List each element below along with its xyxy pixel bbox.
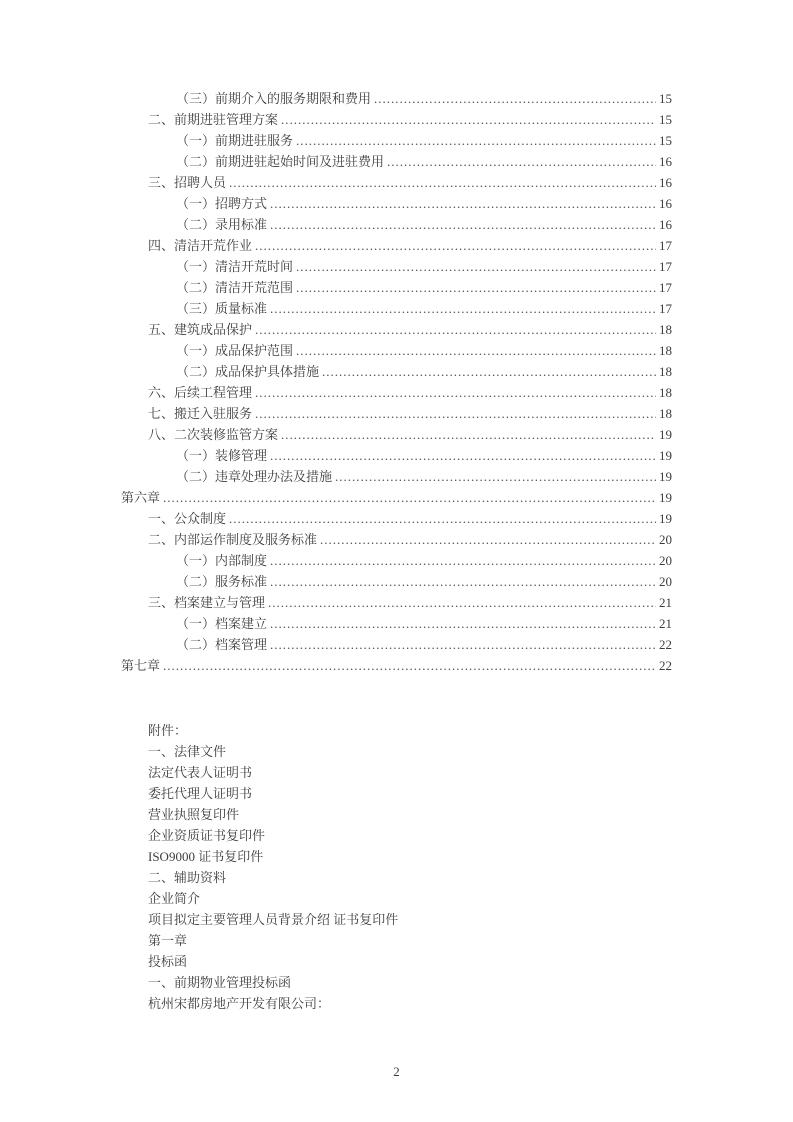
toc-entry-title: 三、招聘人员 [148, 175, 227, 190]
toc-entry-page-number: 16 [659, 217, 672, 232]
toc-entry-title: 二、内部运作制度及服务标准 [148, 532, 318, 547]
toc-entry-page-number: 19 [659, 469, 672, 484]
toc-entry [121, 151, 672, 172]
attachment-line-text: 一、前期物业管理投标函 [148, 975, 292, 990]
toc-leader-dots [296, 340, 656, 361]
toc-entry-page-number: 18 [659, 343, 672, 358]
attachment-line-text: 投标函 [148, 954, 188, 969]
toc-leader-dots [255, 319, 656, 340]
toc-entry-title: （一）档案建立 [176, 616, 268, 631]
attachment-line-text: 二、辅助资料 [148, 870, 227, 885]
toc-entry [121, 340, 672, 361]
toc-entry [121, 109, 672, 130]
toc-entry-page-number: 15 [659, 133, 672, 148]
toc-entry-title: （二）违章处理办法及措施 [176, 469, 333, 484]
toc-leader-dots [296, 277, 656, 298]
toc-entry-page-number: 21 [659, 595, 672, 610]
toc-leader-dots [270, 298, 656, 319]
toc-entry [121, 550, 672, 571]
toc-entry-page-number: 19 [659, 511, 672, 526]
attachment-line-text: 项目拟定主要管理人员背景介绍 证书复印件 [148, 912, 399, 927]
toc-leader-dots [322, 361, 656, 382]
toc-entry-title: 第七章 [121, 658, 161, 673]
attachment-line-text: 杭州宋都房地产开发有限公司： [148, 996, 331, 1011]
toc-entry [121, 424, 672, 445]
toc-entry-title: 六、后续工程管理 [148, 385, 253, 400]
toc-entry-title: （三）质量标准 [176, 301, 268, 316]
toc-leader-dots [270, 193, 656, 214]
toc-entry-title: （一）内部制度 [176, 553, 268, 568]
toc-entry-title: 七、搬迁入驻服务 [148, 406, 253, 421]
toc-entry-title: （二）档案管理 [176, 637, 268, 652]
toc-entry [121, 193, 672, 214]
toc-leader-dots [387, 151, 656, 172]
toc-entry-title: （二）成品保护具体措施 [176, 364, 320, 379]
toc-entry-page-number: 15 [659, 112, 672, 127]
attachment-line-text: 第一章 [148, 933, 188, 948]
toc-leader-dots [281, 424, 656, 445]
toc-entry [121, 88, 672, 109]
toc-leader-dots [255, 403, 656, 424]
toc-leader-dots [296, 130, 656, 151]
toc-entry [121, 466, 672, 487]
toc-leader-dots [270, 613, 656, 634]
attachment-line-text: ISO9000 证书复印件 [148, 849, 264, 864]
toc-entry-page-number: 21 [659, 616, 672, 631]
toc-entry [121, 403, 672, 424]
toc-entry [121, 382, 672, 403]
toc-entry-title: （一）前期进驻服务 [176, 133, 294, 148]
toc-leader-dots [270, 445, 656, 466]
toc-entry-page-number: 20 [659, 553, 672, 568]
page-number: 2 [393, 1064, 400, 1079]
toc-entry-page-number: 16 [659, 175, 672, 190]
toc-entry [121, 655, 672, 676]
toc-entry-page-number: 20 [659, 574, 672, 589]
toc-entry [121, 508, 672, 529]
toc-entry-page-number: 22 [659, 658, 672, 673]
toc-leader-dots [296, 256, 656, 277]
toc-leader-dots [163, 655, 656, 676]
toc-entry [121, 445, 672, 466]
toc-entry [121, 235, 672, 256]
toc-entry [121, 487, 672, 508]
toc-entry [121, 634, 672, 655]
attachment-line-text: 企业简介 [148, 891, 201, 906]
toc-entry [121, 277, 672, 298]
toc-entry-page-number: 17 [659, 301, 672, 316]
toc-entry-page-number: 16 [659, 196, 672, 211]
toc-entry-title: （二）清洁开荒范围 [176, 280, 294, 295]
toc-leader-dots [229, 508, 656, 529]
toc-leader-dots [335, 466, 656, 487]
toc-entry-title: 二、前期进驻管理方案 [148, 112, 279, 127]
toc-entry [121, 130, 672, 151]
toc-entry [121, 592, 672, 613]
toc-entry-title: （三）前期介入的服务期限和费用 [176, 91, 372, 106]
toc-entry-title: （一）清洁开荒时间 [176, 259, 294, 274]
table-of-contents [121, 88, 672, 676]
toc-entry-title: （二）服务标准 [176, 574, 268, 589]
toc-entry-page-number: 18 [659, 406, 672, 421]
attachment-line-text: 法定代表人证明书 [148, 765, 253, 780]
toc-entry-title: 八、二次装修监管方案 [148, 427, 279, 442]
attachment-line-text: 营业执照复印件 [148, 807, 240, 822]
toc-entry [121, 214, 672, 235]
toc-entry-page-number: 18 [659, 385, 672, 400]
toc-entry-page-number: 17 [659, 238, 672, 253]
toc-leader-dots [281, 109, 656, 130]
toc-entry [121, 319, 672, 340]
toc-entry-page-number: 20 [659, 532, 672, 547]
toc-entry [121, 256, 672, 277]
toc-entry-title: 五、建筑成品保护 [148, 322, 253, 337]
toc-leader-dots [270, 214, 656, 235]
toc-entry-page-number: 19 [659, 490, 672, 505]
toc-entry-title: 四、清洁开荒作业 [148, 238, 253, 253]
toc-entry-title: （二）前期进驻起始时间及进驻费用 [176, 154, 385, 169]
toc-entry [121, 298, 672, 319]
toc-entry [121, 172, 672, 193]
toc-entry-title: 一、公众制度 [148, 511, 227, 526]
toc-entry-page-number: 19 [659, 427, 672, 442]
toc-entry-title: （一）装修管理 [176, 448, 268, 463]
toc-entry [121, 571, 672, 592]
toc-entry-page-number: 18 [659, 364, 672, 379]
toc-leader-dots [270, 634, 656, 655]
toc-leader-dots [270, 571, 656, 592]
toc-leader-dots [255, 235, 656, 256]
toc-entry-page-number: 19 [659, 448, 672, 463]
attachment-line-text: 企业资质证书复印件 [148, 828, 266, 843]
toc-entry-page-number: 18 [659, 322, 672, 337]
toc-entry-title: （一）成品保护范围 [176, 343, 294, 358]
toc-entry-page-number: 16 [659, 154, 672, 169]
toc-leader-dots [255, 382, 656, 403]
toc-leader-dots [268, 592, 656, 613]
toc-entry [121, 613, 672, 634]
attachment-list [148, 720, 668, 1014]
toc-leader-dots [229, 172, 656, 193]
attachment-line-text: 一、法律文件 [148, 744, 227, 759]
toc-leader-dots [163, 487, 656, 508]
toc-leader-dots [320, 529, 656, 550]
toc-entry-title: （一）招聘方式 [176, 196, 268, 211]
toc-entry-page-number: 17 [659, 259, 672, 274]
attachment-line-text: 委托代理人证明书 [148, 786, 253, 801]
toc-entry-page-number: 15 [659, 91, 672, 106]
toc-leader-dots [270, 550, 656, 571]
attachment-line-text: 附件： [148, 723, 188, 738]
toc-entry [121, 529, 672, 550]
toc-entry-title: 三、档案建立与管理 [148, 595, 266, 610]
toc-leader-dots [374, 88, 656, 109]
toc-entry-page-number: 22 [659, 637, 672, 652]
toc-entry-page-number: 17 [659, 280, 672, 295]
toc-entry-title: 第六章 [121, 490, 161, 505]
toc-entry [121, 361, 672, 382]
toc-entry-title: （二）录用标准 [176, 217, 268, 232]
